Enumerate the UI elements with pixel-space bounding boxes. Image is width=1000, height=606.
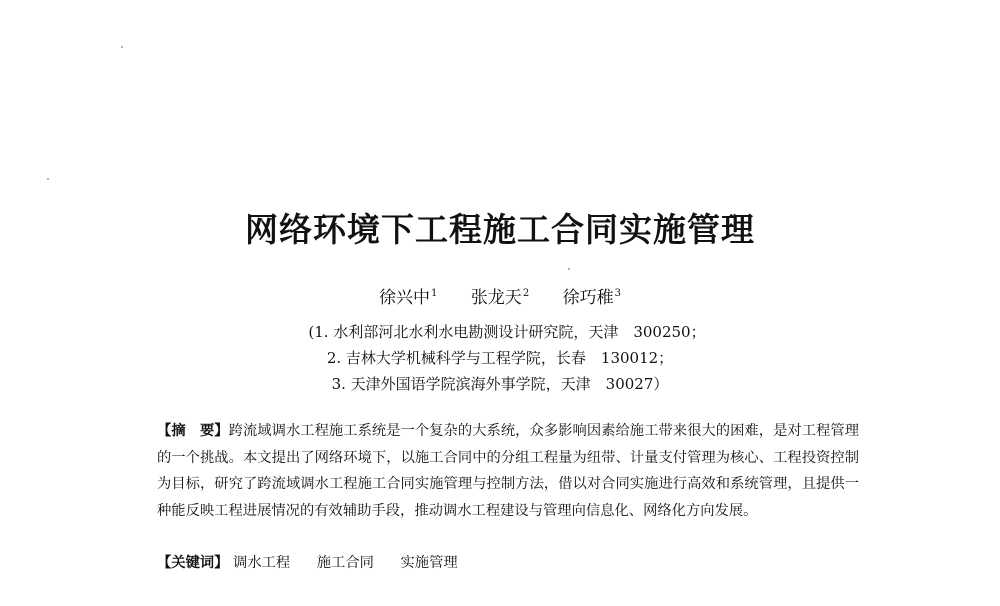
- scan-speck: [568, 268, 570, 270]
- affiliation-line: 3. 天津外国语学院滨海外事学院，天津 30027）: [331, 375, 669, 393]
- abstract: [157, 418, 859, 524]
- abstract-label: 【摘 要】: [157, 423, 229, 439]
- affiliation-line: (1. 水利部河北水利水电勘测设计研究院，天津 300250；: [308, 323, 706, 341]
- affiliation-line: 2. 吉林大学机械科学与工程学院，长春 130012；: [326, 349, 674, 367]
- abstract-text: 跨流域调水工程施工系统是一个复杂的大系统，众多影响因素给施工带来很大的困难，是对工程管理的一个挑战。本文提出了网络环境下，以施工合同中的分组工程量为纽带、计量支付管理为核心、工程投资控制为目标，研究了跨流域调水工程施工合同实施管理与控制方法，借以对合同实施进行高效和系统管理，且提供一种能反映工程进展情况的有效辅助手段，推动调水工程建设与管理向信息化、网络化方向发展。: [157, 423, 860, 519]
- scan-speck: [121, 46, 123, 48]
- affiliation-mark: 2: [522, 288, 530, 299]
- affiliation-mark: 1: [431, 288, 438, 299]
- keywords-label: 【关键词】: [157, 555, 229, 571]
- author-name: 张龙天: [470, 287, 522, 308]
- author: [379, 288, 437, 308]
- keyword: 实施管理: [400, 555, 458, 571]
- author: [563, 288, 621, 308]
- affiliation-mark: 3: [614, 288, 621, 299]
- author: [471, 288, 529, 308]
- keywords: [157, 550, 480, 576]
- scan-speck: [47, 178, 49, 180]
- author-list: [0, 281, 1000, 311]
- author-name: 徐巧稚: [562, 287, 614, 308]
- keyword: 施工合同: [316, 555, 374, 571]
- keyword: 调水工程: [233, 555, 291, 571]
- paper-title: 网络环境下工程施工合同实施管理: [245, 210, 755, 249]
- author-name: 徐兴中: [379, 287, 431, 308]
